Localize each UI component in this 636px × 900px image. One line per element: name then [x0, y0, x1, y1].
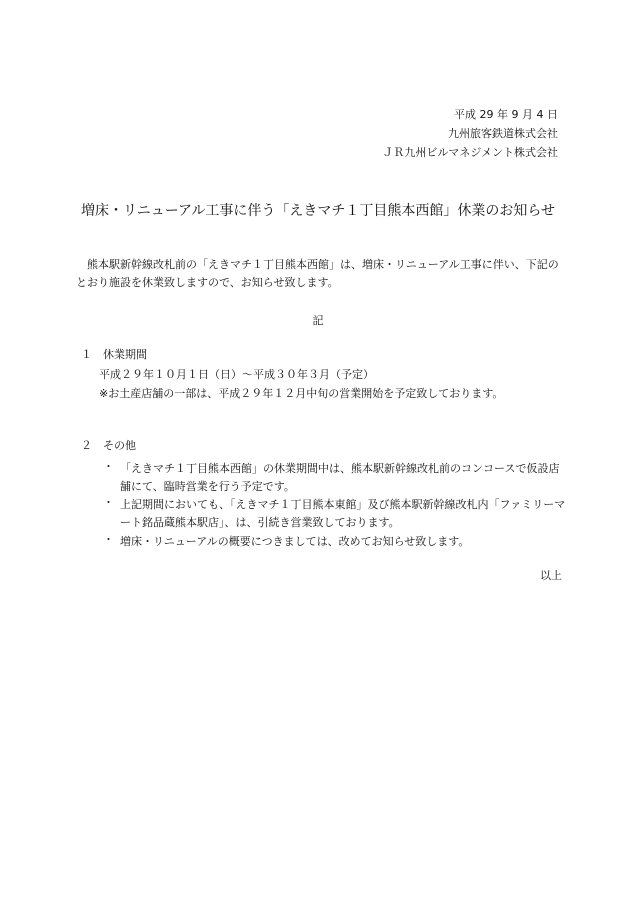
document-title: 増床・リニューアル工事に伴う「えきマチ１丁目熊本西館」休業のお知らせ: [80, 203, 556, 219]
bullet-mark: ・: [103, 496, 114, 509]
company-name-2: ＪＲ九州ビルマネジメント株式会社: [382, 146, 558, 159]
bullet-mark: ・: [103, 460, 114, 473]
issue-date: 平成 29 年 9 月 4 日: [454, 108, 558, 121]
bullet-mark: ・: [103, 533, 114, 546]
closing-mark: 以上: [540, 569, 562, 582]
company-name-1: 九州旅客鉄道株式会社: [448, 127, 558, 140]
section1-heading: １ 休業期間: [81, 348, 147, 361]
section2-heading: ２ その他: [81, 439, 136, 452]
bullet-item-1: 「えきマチ１丁目熊本西館」の休業期間中は、熊本駅新幹線改札前のコンコースで仮設店舗にて、臨時営業を行う予定です。: [120, 462, 560, 493]
bullet-item-3: 増床・リニューアルの概要につきましては、改めてお知らせ致します。: [120, 535, 470, 548]
closure-period: 平成２９年１０月１日（日）～平成３０年３月（予定）: [99, 368, 374, 381]
bullet-item-2: 上記期間においても、「えきマチ１丁目熊本東館」及び熊本駅新幹線改札内「ファミリーマート銘品蔵熊本駅店」、は、引続き営業致しております。: [120, 498, 566, 529]
intro-paragraph: 熊本駅新幹線改札前の「えきマチ１丁目熊本西館」は、増床・リニューアル工事に伴い、下記のとおり施設を休業致しますので、お知らせ致します。: [76, 258, 559, 289]
ki-heading: 記: [312, 314, 324, 327]
closure-note: ※お土産店舗の一部は、平成２９年１２月中旬の営業開始を予定致しております。: [99, 387, 504, 400]
